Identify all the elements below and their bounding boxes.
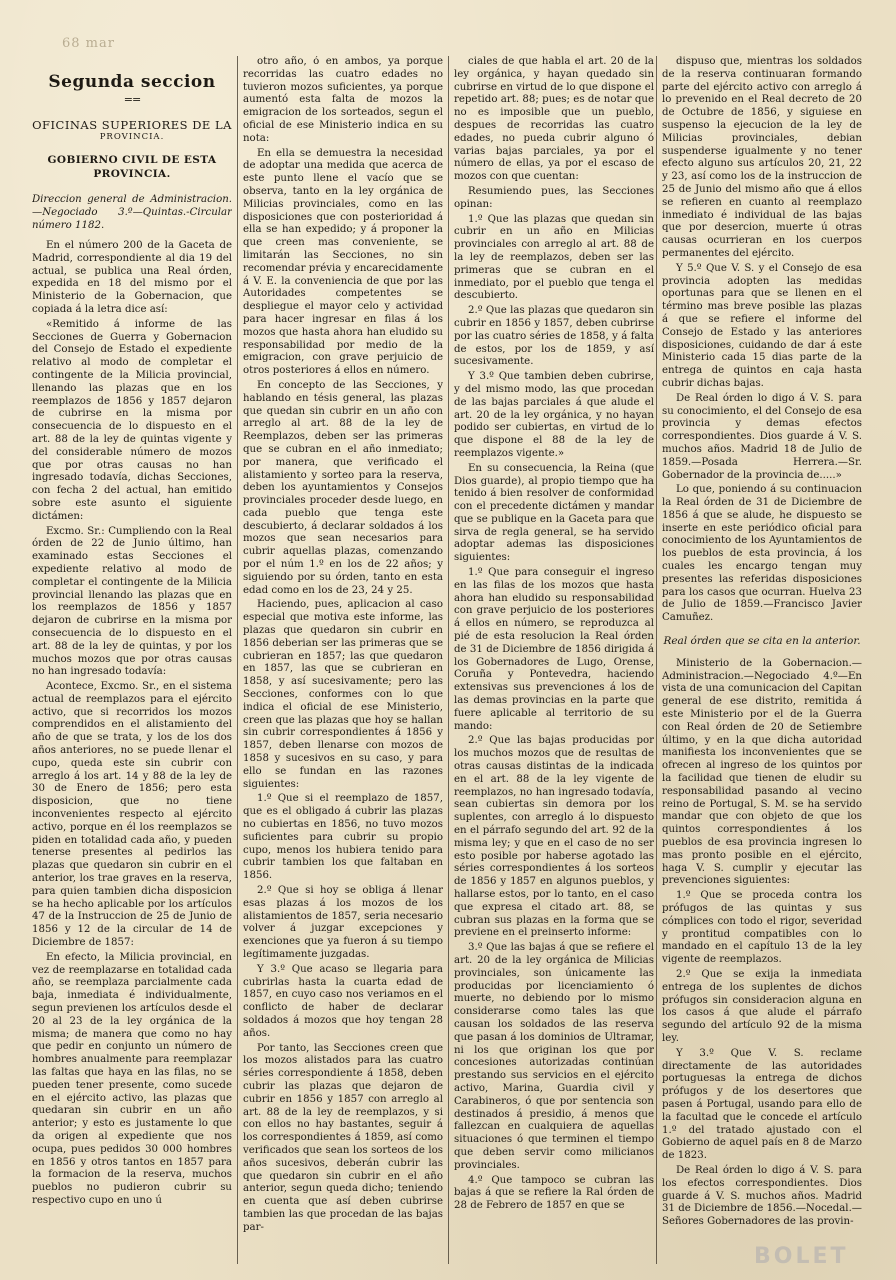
column-3 bbox=[454, 56, 654, 1270]
column-4-body-a bbox=[662, 56, 862, 625]
circular-reference: Direccion general de Administracion. —Negociado 3.º—Quintas.-Circular número 1182. bbox=[32, 194, 232, 231]
paragraph: 2.º Que si hoy se obliga á llenar esas plazas á los mozos de los alistamientos de 1857, seria necesario volver á juzgar excepciones y exenciones que ya fueron á su tiempo legítimamente juzgadas. bbox=[243, 885, 443, 960]
paragraph: De Real órden lo digo á V. S. para su conocimiento, el del Consejo de esa provincia y demas efectos correspondientes. Dios guarde á V. S. muchos años. Madrid 18 de Julio de 1859.—Posada Herrera.—Sr. Gobernador de la provincia de.....» bbox=[662, 392, 862, 481]
royal-order-heading: Real órden que se cita en la anterior. bbox=[663, 635, 861, 648]
paragraph: Y 3.º Que V. S. reclame directamente de las autoridades portuguesas la entrega de dichos prófugos y de los desertores que pasen á Portugal, usando para ello de la facultad que le concede el artículo 1.º del tratado ajustado con el Gobierno de aquel país en 8 de Marzo de 1823. bbox=[662, 1047, 862, 1162]
paragraph: En ella se demuestra la necesidad de adoptar una medida que acerca de este punto llene el vacío que se observa, tanto en la ley orgánica de Milicias provinciales, como en las disposiciones que con posterioridad á ella se han expedido; y á proponer la que creen mas conveniente, se limitarán las Secciones, no sin recomendar prévia y encarecidamente á V. E. la conveniencia de que por las Autoridades competentes se despliegue el mayor celo y actividad para hacer ingresar en filas á los mozos que hasta ahora han eludido su responsabilidad por medio de la emigracion, con grave perjuicio de otros posteriores á ellos en número. bbox=[243, 147, 443, 377]
column-rule bbox=[448, 56, 449, 1264]
paragraph: Ministerio de la Gobernacion.—Administracion.—Negociado 4.º—En vista de una comunicacion del Capitan general de ese distrito, remitida á este Ministerio por el de la Guerra con Real órden de 20 de Setiembre último, y en la que dicha autoridad manifiesta los inconvenientes que se ofrecen al ingreso de los quintos por la facilidad que tienen de eludir su responsabilidad pasando al vecino reino de Portugal, S. M. se ha servido mandar que con objeto de que los quintos correspondientes á los pueblos de esa provincia ingresen lo mas pronto posible en el ejército, haga V. S. cumplir y ejecutar las prevenciones siguientes: bbox=[662, 657, 862, 887]
column-rule bbox=[237, 56, 238, 1264]
column-1-body bbox=[32, 240, 232, 1208]
column-2 bbox=[243, 56, 443, 1270]
office-subheading: PROVINCIA. bbox=[99, 132, 165, 142]
paragraph: 1.º Que se proceda contra los prófugos de las quintas y sus cómplices con todo el rigor, severidad y prontitud compatibles con lo mandado en el capítulo 13 de la ley vigente de reemplazos. bbox=[662, 890, 862, 966]
paragraph: En concepto de las Secciones, y hablando en tésis general, las plazas que quedan sin cubrir en un año con arreglo al art. 88 de la ley de Reemplazos, deben ser las primeras que se cubran en el año inmediato; por manera, que verificado el alistamiento y sorteo para la reserva, deben los ayuntamientos y Consejos provinciales proceder desde luego, en cada pueblo que tenga este descubierto, á declarar soldados á los mozos que sean necesarios para cubrir aquellas plazas, comenzando por el núm 1.º en los de 22 años; y siguiendo por su órden, tanto en esta edad como en los de 23, 24 y 25. bbox=[243, 379, 443, 596]
paragraph: Y 3.º Que tambien deben cubrirse, y del mismo modo, las que procedan de las bajas parciales á que alude el art. 20 de la ley orgánica, y no hayan podido ser cubiertas, en virtud de lo que dispone el 88 de la ley de reemplazos vigente.» bbox=[454, 371, 654, 459]
paragraph: Y 3.º Que acaso se llegaria para cubrirlas hasta la cuarta edad de 1857, en cuyo caso nos veriamos en el conflicto de haber de declarar soldados á mozos que hoy tengan 28 años. bbox=[243, 963, 443, 1039]
column-2-body bbox=[243, 56, 443, 1235]
government-heading: GOBIERNO CIVIL DE ESTA PROVINCIA. bbox=[47, 154, 217, 180]
paragraph: 1.º Que para conseguir el ingreso en las filas de los mozos que hasta ahora han eludido su responsabilidad con grave perjuicio de los posteriores á ellos en número, se reproduzca al pié de esta resolucion la Real órden de 31 de Diciembre de 1856 dirigida á los Gobernadores de Lugo, Orense, Coruña y Pontevedra, haciendo extensivas sus prevenciones á los de las demas provincias en la parte que fuere aplicable al territorio de su mando: bbox=[454, 567, 654, 732]
title-dash: == bbox=[123, 93, 141, 106]
paragraph: dispuso que, mientras los soldados de la reserva continuaran formando parte del ejército activo con arreglo á lo prevenido en el Real decreto de 20 de Octubre de 1856, y siguiese en suspenso la ejecucion de la ley de Milicias provinciales, debian suspenderse igualmente y no tener efecto alguno sus artículos 20, 21, 22 y 23, así como los de la instruccion de 25 de Junio del mismo año que á ellos se refieren en cuanto al reemplazo inmediato é individual de las bajas que por desercion, muerte ú otras causas ocurrieran en los cuerpos permanentes del ejército. bbox=[662, 56, 862, 259]
paragraph: 2.º Que se exija la inmediata entrega de los suplentes de dichos prófugos sin consideracion alguna en los casos á que alude el párrafo segundo del artículo 92 de la misma ley. bbox=[662, 968, 862, 1044]
library-stamp: BOLET bbox=[754, 1244, 849, 1269]
column-4-body-b bbox=[662, 658, 862, 1229]
paragraph: Lo que, poniendo á su continuacion la Real órden de 31 de Diciembre de 1856 á que se alude, he dispuesto se inserte en este periódico oficial para conocimiento de los Ayuntamientos de los pueblos de esta provincia, á los cuales les encargo tengan muy presentes las referidas disposiciones para los casos que ocurran. Huelva 23 de Julio de 1859.—Francisco Javier Camuñez. bbox=[662, 484, 862, 624]
section-title: Segunda seccion bbox=[48, 72, 216, 92]
paragraph: Y 5.º Que V. S. y el Consejo de esa provincia adopten las medidas oportunas para que se llenen en el término mas breve posible las plazas á que se refiere el informe del Consejo de Estado y las anteriores disposiciones, cuidando de dar á este Ministerio cada 15 dias parte de la entrega de quintos en caja hasta cubrir dichas bajas. bbox=[662, 262, 862, 389]
paragraph: 1.º Que las plazas que quedan sin cubrir en un año en Milicias provinciales con arreglo al art. 88 de la ley de reemplazos, deben ser las primeras que se cubran en el inmediato, por el pueblo que tenga el descubierto. bbox=[454, 213, 654, 302]
paragraph: Por tanto, las Secciones creen que los mozos alistados para las cuatro séries correspondiente á 1858, deben cubrir las plazas que dejaron de cubrir en 1856 y 1857 con arreglo al art. 88 de la ley de reemplazos, y si con ellos no hay bastantes, seguir á los correspondientes á 1859, así como verificados que sean los sorteos de los años sucesivos, deberán cubrir las que quedaron sin cubrir en el año anterior, segun queda dicho; teniendo en cuenta que así deben cubrirse tambien las que procedan de las bajas par- bbox=[243, 1042, 443, 1233]
paragraph: Acontece, Excmo. Sr., en el sistema actual de reemplazos para el ejército activo, que si recorridos los mozos comprendidos en el alistamiento del año de que se trata, y los de los dos años anteriores, no se puede llenar el cupo, queda este sin cubrir con arreglo á los art. 14 y 88 de la ley de 30 de Enero de 1856; pero esta disposicion, que no tiene inconvenientes respecto al ejército activo, porque en él los reemplazos se piden en totalidad cada año, y pueden tenerse presentes al pedirlos las plazas que quedaron sin cubrir en el anterior, los trae graves en la reserva, para quien tambien dicha disposicion se ha hecho aplicable por los artículos 47 de la Instruccion de 25 de Junio de 1856 y 12 de la circular de 14 de Diciembre de 1857: bbox=[32, 681, 232, 949]
paragraph: otro año, ó en ambos, ya porque recorridas las cuatro edades no tuvieron mozos suficientes, ya porque aumentó esta falta de mozos la emigracion de los sorteados, segun el oficial de ese Ministerio indica en su nota: bbox=[243, 56, 443, 144]
paragraph: «Remitido á informe de las Secciones de Guerra y Gobernacion del Consejo de Estado el expediente relativo al modo de completar el contingente de la Milicia provincial, llenando las plazas que en los reemplazos de 1856 y 1857 dejaron de cubrirse en la misma por consecuencia de lo dispuesto en el art. 88 de la ley de quintas vigente y del considerable número de mozos que por otras causas no han ingresado todavía, dichas Secciones, con fecha 2 del actual, han emitido sobre este asunto el siguiente dictámen: bbox=[32, 318, 232, 522]
page-folio: 68 mar bbox=[62, 36, 115, 51]
paragraph: 2.º Que las bajas producidas por los muchos mozos que de resultas de otras causas distintas de la indicada en el art. 88 de la ley vigente de reemplazos, no han ingresado todavía, sean cubiertas sin demora por los suplentes, con arreglo á lo dispuesto en el párrafo segundo del art. 92 de la misma ley; y que en el caso de no ser esto posible por haberse agotado las séries correspondientes á los sorteos de 1856 y 1857 en algunos pueblos, y hallarse estos, por lo tanto, en el caso que expresa el citado art. 88, se cubran sus plazas en la forma que se previene en el preinserto informe: bbox=[454, 735, 654, 939]
column-rule bbox=[656, 56, 657, 1264]
column-4 bbox=[662, 56, 862, 1270]
paragraph: 3.º Que las bajas á que se refiere el art. 20 de la ley orgánica de Milicias provinciales, son únicamente las producidas por licenciamiento ó muerte, no debiendo por lo mismo considerarse como tales las que causan los soldados de las reserva que pasan á los dominios de Ultramar, ni los que originan los que por concesiones autorizadas continúan prestando sus servicios en el ejército activo, Marina, Guardia civil y Carabineros, ó que por sentencia son destinados á presidio, á menos que fallezcan en cualquiera de aquellas situaciones ó que terminen el tiempo que deben servir como milicianos provinciales. bbox=[454, 942, 654, 1171]
paragraph: 2.º Que las plazas que quedaron sin cubrir en 1856 y 1857, deben cubrirse por las cuatro séries de 1858, y á falta de estos, por los de 1859, y así sucesivamente. bbox=[454, 305, 654, 368]
paragraph: Excmo. Sr.: Cumpliendo con la Real órden de 22 de Junio último, han examinado estas Secciones el expediente relativo al modo de completar el contingente de la Milicia provincial llenando las plazas que en los reemplazos de 1856 y 1857 dejaron de cubrirse en la misma por consecuencia de lo dispuesto en el art. 88 de la ley de quintas, y por los muchos mozos que por otras causas no han ingresado todavía: bbox=[32, 525, 232, 678]
paragraph: En el número 200 de la Gaceta de Madrid, correspondiente al dia 19 del actual, se publica una Real órden, expedida en 18 del mismo por el Ministerio de la Gobernacion, que copiada á la letra dice así: bbox=[32, 240, 232, 315]
paragraph: 4.º Que tampoco se cubran las bajas á que se refiere la Ral órden de 28 de Febrero de 1857 en que se bbox=[454, 1174, 654, 1212]
paragraph: Haciendo, pues, aplicacion al caso especial que motiva este informe, las plazas que quedaron sin cubrir en 1856 deberian ser las primeras que se cubrieran en 1857; las que quedaron en 1857, las que se cubrieran en 1858, y así sucesivamente; pero las Secciones, conformes con lo que indica el oficial de ese Ministerio, creen que las plazas que hoy se hallan sin cubrir correspondientes á 1856 y 1857, deben llenarse con mozos de 1858 y sucesivos en su caso, y para ello se fundan en las razones siguientes: bbox=[243, 599, 443, 790]
paragraph: En su consecuencia, la Reina (que Dios guarde), al propio tiempo que ha tenido á bien resolver de conformidad con el precedente dictámen y mandar que se publique en la Gaceta para que sirva de regla general, se ha servido adoptar ademas las disposiciones siguientes: bbox=[454, 462, 654, 564]
office-heading: OFICINAS SUPERIORES DE LA bbox=[32, 118, 232, 132]
paragraph: En efecto, la Milicia provincial, en vez de reemplazarse en totalidad cada año, se reemplaza parcialmente cada baja, inmediata é individualmente, segun previenen los artículos desde el 20 al 23 de la ley orgánica de la misma; de manera que como no hay que pedir en conjunto un número de hombres anualmente para reemplazar las faltas que haya en las filas, no se pueden tener presente, como sucede en el ejército activo, las plazas que quedaran sin cubrir en un año anterior; y esto es justamente lo que da origen al expediente que nos ocupa, pues pedidos 30 000 hombres en 1856 y otros tantos en 1857 para la formacion de la reserva, muchos pueblos no pudieron cubrir su respectivo cupo en uno ú bbox=[32, 951, 232, 1206]
paragraph: Resumiendo pues, las Secciones opinan: bbox=[454, 185, 654, 210]
column-1 bbox=[32, 56, 232, 1270]
paragraph: De Real órden lo digo á V. S. para los efectos correspondientes. Dios guarde á V. S. muchos años. Madrid 31 de Diciembre de 1856.—Nocedal.—Señores Gobernadores de las provin- bbox=[662, 1164, 862, 1228]
paragraph: ciales de que habla el art. 20 de la ley orgánica, y hayan quedado sin cubrirse en virtud de lo que dispone el repetido art. 88; pues; es de notar que no es imposible que un pueblo, despues de recorridas las cuatro edades, no pueda cubrir alguno ó varias bajas parciales, ya por el número de ellas, ya por el escaso de mozos con que cuentan: bbox=[454, 56, 654, 183]
paragraph: 1.º Que si el reemplazo de 1857, que es el obligado á cubrir las plazas no cubiertas en 1856, no tuvo mozos suficientes para cubrir su propio cupo, menos los hubiera tenido para cubrir tambien los que faltaban en 1856. bbox=[243, 793, 443, 882]
column-3-body bbox=[454, 56, 654, 1213]
